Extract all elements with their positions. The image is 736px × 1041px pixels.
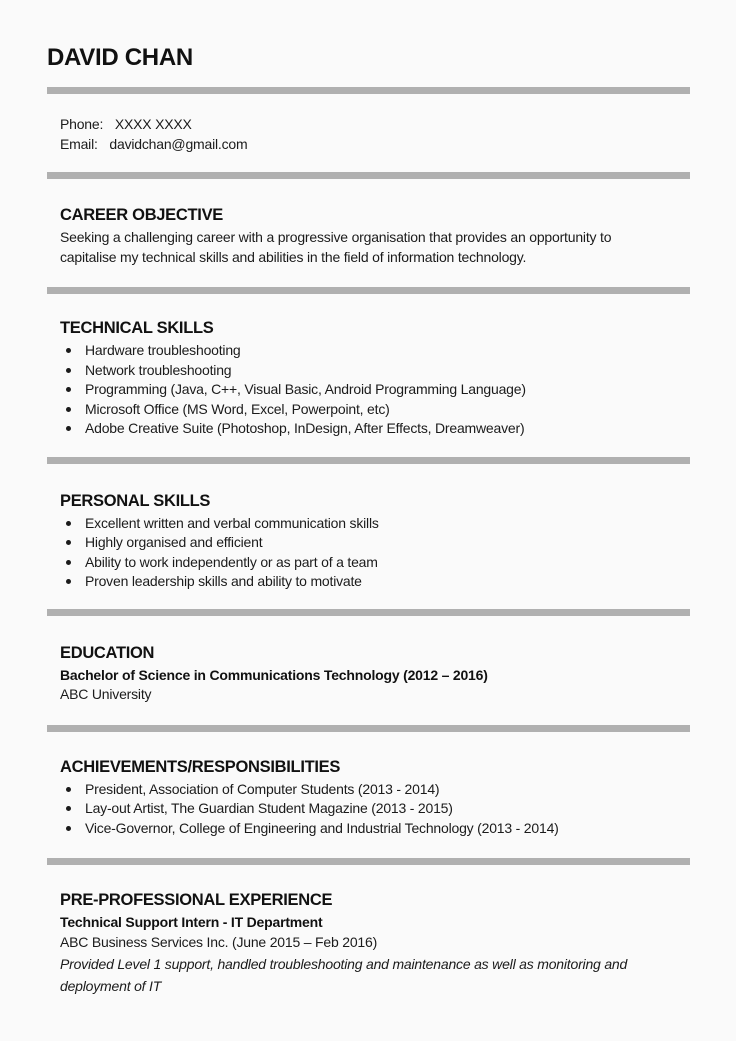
list-item-text: Vice-Governor, College of Engineering and Industrial Technology (2013 - 2014) <box>85 819 559 836</box>
section-title-achievements: ACHIEVEMENTS/RESPONSIBILITIES <box>60 757 341 776</box>
personal-skills-list <box>60 514 660 592</box>
bullet-icon <box>66 368 71 373</box>
section-title-career-objective: CAREER OBJECTIVE <box>60 206 223 224</box>
achievements-list <box>60 780 660 839</box>
bullet-icon <box>66 806 71 811</box>
list-item <box>60 553 660 573</box>
list-item <box>60 533 660 553</box>
experience-description: Provided Level 1 support, handled troubleshooting and maintenance as well as monitoring and deployment of IT <box>60 956 628 994</box>
career-objective-text: Seeking a challenging career with a progressive organisation that provides an opportunity to capitalise my technical skills and abilities in the field of information technology. <box>60 229 612 265</box>
list-item-text: Ability to work independently or as part of a team <box>85 553 378 570</box>
list-item-text: President, Association of Computer Students (2013 - 2014) <box>85 780 440 797</box>
list-item <box>60 341 660 361</box>
experience-block <box>0 913 736 997</box>
section-divider <box>47 457 690 464</box>
bullet-icon <box>66 826 71 831</box>
experience-company: ABC Business Services Inc. (June 2015 – Feb 2016) <box>60 933 378 950</box>
section-divider <box>47 172 690 179</box>
email-row <box>60 135 676 155</box>
list-item-text: Hardware troubleshooting <box>85 342 241 358</box>
list-item <box>60 819 660 839</box>
list-item <box>60 361 660 381</box>
bullet-icon <box>66 348 71 353</box>
section-title-experience: PRE-PROFESSIONAL EXPERIENCE <box>60 891 333 909</box>
list-item-text: Microsoft Office (MS Word, Excel, Powerpoint, etc) <box>85 400 390 417</box>
contact-block <box>60 115 676 154</box>
list-item <box>60 400 660 420</box>
list-item-text: Excellent written and verbal communication skills <box>85 514 379 531</box>
email-value: davidchan@gmail.com <box>109 135 248 152</box>
section-divider <box>47 87 690 94</box>
list-item <box>60 380 660 400</box>
section-title-education: EDUCATION <box>60 643 155 662</box>
bullet-icon <box>66 579 71 584</box>
list-item-text: Lay-out Artist, The Guardian Student Magazine (2013 - 2015) <box>85 800 453 816</box>
phone-label: Phone: <box>60 116 104 132</box>
section-divider <box>47 287 690 294</box>
bullet-icon <box>66 540 71 545</box>
education-degree: Bachelor of Science in Communications Technology (2012 – 2016) <box>60 666 488 683</box>
education-school: ABC University <box>60 686 152 702</box>
bullet-icon <box>66 387 71 392</box>
email-label: Email: <box>60 135 98 152</box>
section-divider <box>47 609 690 616</box>
list-item-text: Programming (Java, C++, Visual Basic, Android Programming Language) <box>85 381 526 397</box>
technical-skills-list <box>60 341 660 439</box>
list-item-text: Proven leadership skills and ability to motivate <box>85 573 362 589</box>
list-item-text: Network troubleshooting <box>85 361 232 378</box>
experience-role: Technical Support Intern - IT Department <box>60 914 323 930</box>
bullet-icon <box>66 407 71 412</box>
list-item <box>60 419 660 439</box>
bullet-icon <box>66 560 71 565</box>
section-title-personal-skills: PERSONAL SKILLS <box>60 491 211 510</box>
list-item <box>60 799 660 819</box>
education-block <box>0 666 736 705</box>
phone-value: XXXX XXXX <box>114 116 192 132</box>
section-divider <box>47 725 690 732</box>
resume-name: DAVID CHAN <box>47 44 193 71</box>
bullet-icon <box>66 787 71 792</box>
bullet-icon <box>66 521 71 526</box>
list-item-text: Adobe Creative Suite (Photoshop, InDesign, After Effects, Dreamweaver) <box>85 420 525 436</box>
list-item <box>60 780 660 800</box>
list-item-text: Highly organised and efficient <box>85 534 263 550</box>
list-item <box>60 514 660 534</box>
section-title-technical-skills: TECHNICAL SKILLS <box>60 319 214 337</box>
phone-row <box>60 115 676 135</box>
bullet-icon <box>66 426 71 431</box>
list-item <box>60 572 660 592</box>
section-divider <box>47 858 690 865</box>
